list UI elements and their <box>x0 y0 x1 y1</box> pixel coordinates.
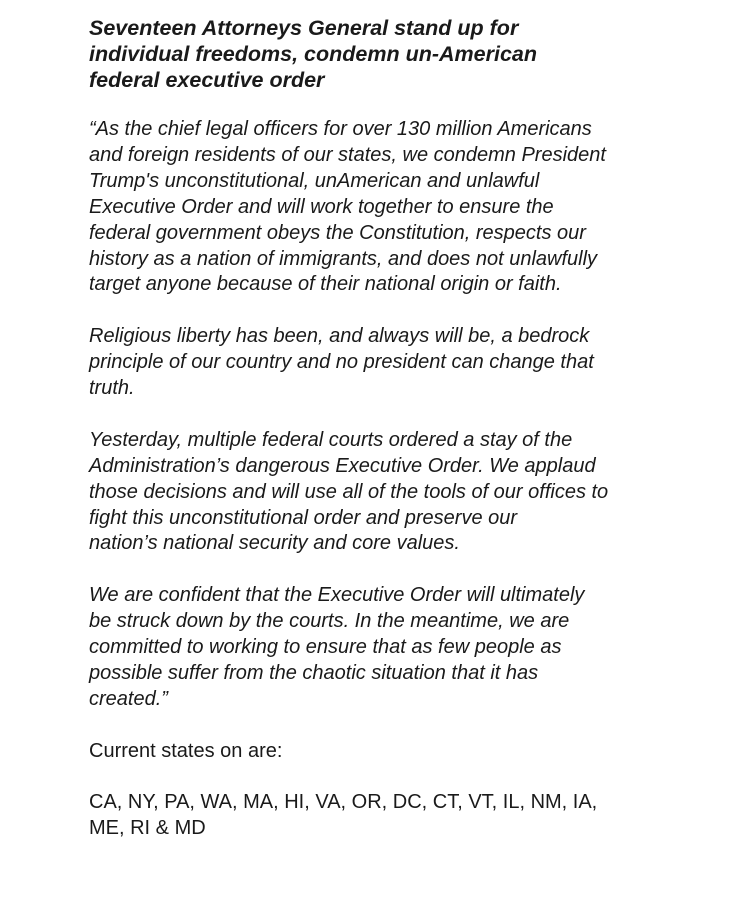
title-line: federal executive order <box>89 68 325 92</box>
text-line: Religious liberty has been, and always will be, a bedrock <box>89 325 590 348</box>
text-line: Administration’s dangerous Executive Order. We applaud <box>89 454 596 477</box>
quote-paragraph-3 <box>89 428 679 558</box>
text-line: and foreign residents of our states, we condemn President <box>89 143 606 166</box>
quote-paragraph-2 <box>89 324 679 402</box>
text-line: those decisions and will use all of the tools of our offices to <box>89 480 609 503</box>
text-line: Executive Order and will work together to ensure the <box>89 195 554 218</box>
states-intro <box>89 739 679 765</box>
text-line: CA, NY, PA, WA, MA, HI, VA, OR, DC, CT, VT, IL, NM, IA, <box>89 791 598 814</box>
text-line: committed to working to ensure that as few people as <box>89 636 562 659</box>
text-line: history as a nation of immigrants, and does not unlawfully <box>89 247 598 270</box>
text-line: nation’s national security and core values. <box>89 532 460 555</box>
title-line: individual freedoms, condemn un-American <box>89 42 537 66</box>
states-list <box>89 790 679 842</box>
statement-title <box>89 15 679 93</box>
text-line: Yesterday, multiple federal courts ordered a stay of the <box>89 428 573 451</box>
text-line: We are confident that the Executive Order will ultimately <box>89 584 585 607</box>
statement-body <box>89 15 679 868</box>
text-line: created.” <box>89 687 168 710</box>
text-line: “As the chief legal officers for over 130 million Americans <box>89 118 592 140</box>
text-line: possible suffer from the chaotic situation that it has <box>89 661 539 684</box>
quote-paragraph-1 <box>89 117 679 298</box>
text-line: truth. <box>89 377 135 400</box>
text-line: ME, RI & MD <box>89 817 206 840</box>
text-line: federal government obeys the Constitution, respects our <box>89 221 586 244</box>
quote-paragraph-4 <box>89 583 679 713</box>
text-line: target anyone because of their national origin or faith. <box>89 273 562 296</box>
text-line: Trump's unconstitutional, unAmerican and unlawful <box>89 169 540 192</box>
text-line: principle of our country and no president can change that <box>89 351 594 374</box>
text-line: fight this unconstitutional order and preserve our <box>89 506 518 529</box>
text-line: Current states on are: <box>89 739 283 762</box>
text-line: be struck down by the courts. In the meantime, we are <box>89 610 570 633</box>
title-line: Seventeen Attorneys General stand up for <box>89 16 519 40</box>
